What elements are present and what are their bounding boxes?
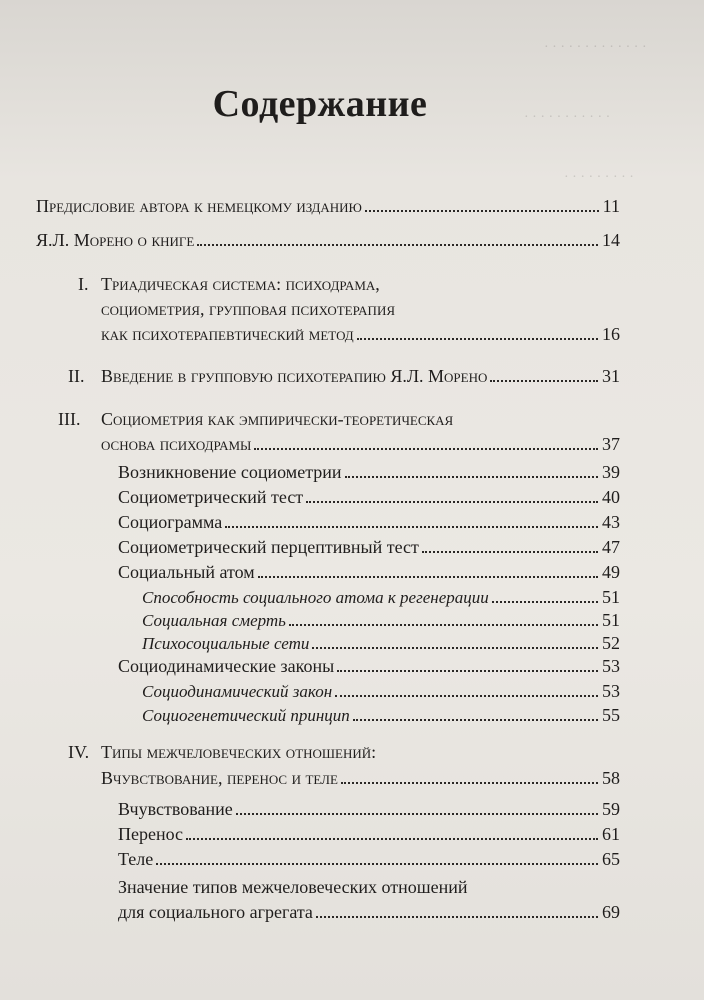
toc-page-number: 58 (602, 768, 620, 788)
toc-page-number: 16 (602, 324, 620, 344)
leader-dots (306, 501, 598, 503)
leader-dots (289, 624, 598, 626)
toc-subsubentry[interactable] (142, 585, 620, 610)
leader-dots (186, 838, 598, 840)
toc-page-number: 65 (602, 849, 620, 869)
toc-entry-text: Типы межчеловеческих отношений: (101, 742, 377, 762)
toc-entry-text: Способность социального атома к регенерации (142, 588, 489, 607)
leader-dots (341, 782, 598, 784)
toc-page-number: 14 (602, 230, 620, 250)
leader-dots (335, 695, 598, 697)
toc-page-number: 37 (602, 434, 620, 454)
toc-page-number: 11 (602, 196, 620, 216)
toc-subsubentry[interactable] (142, 679, 620, 704)
toc-page-number: 52 (602, 633, 620, 653)
toc-page-number: 51 (602, 587, 620, 607)
leader-dots (422, 551, 598, 553)
toc-entry-text: Возникновение социометрии (118, 462, 342, 482)
leader-dots (316, 916, 598, 918)
leader-dots (225, 526, 598, 528)
page-title: Содержание (212, 83, 428, 125)
toc-entry-text: Социометрический перцептивный тест (118, 537, 419, 557)
toc-subentry[interactable] (118, 560, 620, 584)
toc-page-number: 53 (602, 656, 620, 676)
toc-page-number: 55 (602, 705, 620, 725)
toc-entry-text: Социометрия как эмпирически-теоретическая (101, 409, 454, 429)
leader-dots (345, 476, 598, 478)
toc-page-number: 69 (602, 902, 620, 922)
toc-entry-text: Социальная смерть (142, 611, 286, 630)
toc-entry-text: Значение типов межчеловеческих отношений (118, 877, 468, 897)
toc-entry-preface[interactable] (36, 194, 620, 218)
toc-page-number: 31 (602, 366, 620, 386)
toc-subentry[interactable] (118, 900, 620, 924)
toc-entry-chapter-1[interactable] (101, 322, 620, 346)
toc-entry-chapter-4[interactable] (101, 766, 620, 790)
chapter-number: II. (68, 366, 85, 386)
toc-entry-text: Социодинамические законы (118, 656, 335, 676)
leader-dots (357, 338, 598, 340)
toc-entry-text: Теле (118, 849, 154, 869)
toc-subentry[interactable] (118, 797, 620, 821)
toc-subentry[interactable] (118, 510, 620, 534)
toc-entry-text: Я.Л. Морено о книге (36, 230, 195, 250)
toc-entry-text: Социограмма (118, 512, 223, 532)
toc-subentry[interactable] (118, 485, 620, 509)
toc-entry-text: Введение в групповую психотерапию Я.Л. Морено (101, 366, 488, 386)
toc-entry-text: Социогенетический принцип (142, 706, 350, 725)
chapter-number: III. (58, 409, 81, 429)
toc-subentry[interactable] (118, 847, 620, 871)
leader-dots (312, 647, 598, 649)
toc-page-number: 43 (602, 512, 620, 532)
toc-page-number: 49 (602, 562, 620, 582)
toc-entry-text: Социодинамический закон (142, 682, 333, 701)
toc-subentry[interactable] (118, 460, 620, 484)
toc-entry-chapter-2[interactable] (101, 364, 620, 388)
toc-subentry[interactable] (118, 822, 620, 846)
toc-entry-text: Перенос (118, 824, 184, 844)
toc-entry-moreno-on-book[interactable] (36, 228, 620, 252)
leader-dots (490, 380, 598, 382)
leader-dots (197, 244, 598, 246)
toc-subsubentry[interactable] (142, 703, 620, 728)
toc-subentry[interactable] (118, 535, 620, 559)
toc-subsubentry[interactable] (142, 631, 620, 656)
toc-entry-text: основа психодрамы (101, 434, 252, 454)
toc-entry-text: Триадическая система: психодрама, (101, 274, 380, 294)
leader-dots (236, 813, 598, 815)
toc-page-number: 40 (602, 487, 620, 507)
chapter-number: IV. (68, 742, 90, 762)
leader-dots (492, 601, 598, 603)
leader-dots (353, 719, 598, 721)
leader-dots (365, 210, 599, 212)
toc-subsubentry[interactable] (142, 608, 620, 633)
toc-entry-text: Вчувствование, перенос и теле (101, 768, 338, 788)
toc-page-number: 39 (602, 462, 620, 482)
toc-subentry[interactable] (118, 654, 620, 678)
toc-entry-text: Социальный атом (118, 562, 255, 582)
leader-dots (337, 670, 598, 672)
toc-entry-text: как психотерапевтический метод (101, 324, 354, 344)
bleed-through-text: · · · · · · · · · · · · · · · · · · · · · · · · · · · · · · · · · (524, 40, 647, 185)
toc-entry-text: Социометрический тест (118, 487, 304, 507)
toc-entry-text: Вчувствование (118, 799, 233, 819)
toc-page-number: 59 (602, 799, 620, 819)
chapter-number: I. (78, 274, 89, 294)
leader-dots (156, 863, 598, 865)
toc-entry-chapter-3[interactable] (101, 432, 620, 456)
toc-entry-text: Предисловие автора к немецкому изданию (36, 196, 362, 216)
toc-page-number: 61 (602, 824, 620, 844)
toc-entry-text: социометрия, групповая психотерапия (101, 299, 396, 319)
leader-dots (254, 448, 598, 450)
toc-entry-text: Психосоциальные сети (142, 634, 310, 653)
toc-page-number: 51 (602, 610, 620, 630)
toc-page-number: 47 (602, 537, 620, 557)
toc-entry-text: для социального агрегата (118, 902, 313, 922)
leader-dots (258, 576, 598, 578)
toc-page-number: 53 (602, 681, 620, 701)
